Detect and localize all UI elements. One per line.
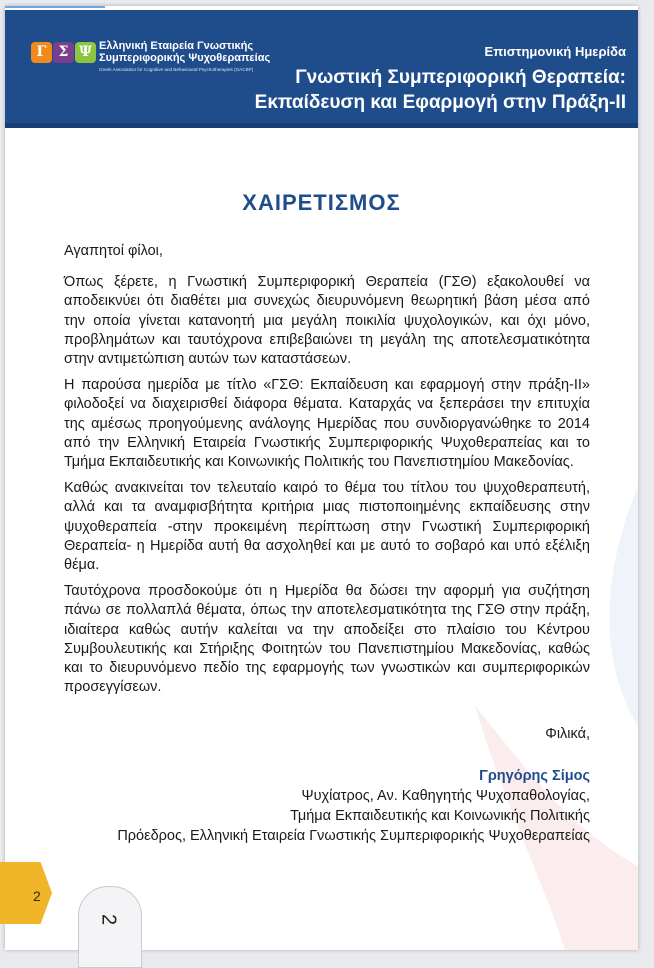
event-type: Επιστημονική Ημερίδα: [484, 44, 626, 59]
decor-swoosh-blue: [609, 486, 638, 726]
letter-title: ΧΑΙΡΕΤΙΣΜΟΣ: [242, 190, 401, 215]
event-title: [206, 65, 626, 115]
logo-psi: Ψ: [75, 42, 96, 63]
letter-body: [64, 242, 590, 704]
org-name-english: Greek Association for Cognitive and Behavioural Psychotherapies (GACBP): [99, 67, 254, 72]
corner-page-number: 2: [97, 913, 120, 926]
logo-gamma: Γ: [31, 42, 52, 63]
signature-title-2: Τμήμα Εκπαιδευτικής και Κοινωνικής Πολιτικής: [290, 808, 590, 824]
signature-name: Γρηγόρης Σίμος: [479, 768, 590, 784]
org-name: [99, 40, 270, 64]
document-page: [5, 6, 638, 950]
letter-paragraph-2: Η παρούσα ημερίδα με τίτλο «ΓΣΘ: Εκπαίδευση και εφαρμογή στην πράξη-ΙΙ» φιλοδοξεί να διαχειρισθεί διάφορα θέματα. Καταρχάς να ξεπεράσει την επιτυχία της αμέσως προηγούμενης ανάλογης Ημερίδας που συνδιοργανώθηκε το 2014 από την Ελληνική Εταιρεία Γνωστικής Συμπεριφορικής Ψυχοθεραπείας και το Τμήμα Εκπαιδευτικής και Κοινωνικής Πολιτικής του Πανεπιστημίου Μακεδονίας.: [64, 377, 590, 471]
signature-title-1: Ψυχίατρος, Αν. Καθηγητής Ψυχοπαθολογίας,: [301, 788, 590, 804]
page-tab-number: 2: [33, 888, 41, 904]
letter-paragraph-3: Καθώς ανακινείται τον τελευταίο καιρό το θέμα του τίτλου του ψυχοθεραπευτή, αλλά και τα αναμφισβήτητα κριτήρια μιας πιστοποιημένης εκπαίδευσης στην ψυχοθεραπεία -στην προκειμένη περίπτωση στην Γνωστική Συμπεριφορική Θεραπεία- η Ημερίδα αυτή θα ασχοληθεί και με αυτό το σοβαρό και υπό εξέλιξη θέμα.: [64, 480, 590, 574]
org-name-line2: Συμπεριφορικής Ψυχοθεραπείας: [99, 52, 271, 64]
signature-title-3: Πρόεδρος, Ελληνική Εταιρεία Γνωστικής Συμπεριφορικής Ψυχοθεραπείας: [117, 828, 590, 844]
logo-sigma: Σ: [53, 42, 74, 63]
event-title-line1: Γνωστική Συμπεριφορική Θεραπεία:: [295, 67, 626, 88]
org-name-line1: Ελληνική Εταιρεία Γνωστικής: [99, 40, 254, 52]
header-banner: [5, 10, 638, 128]
letter-closing: Φιλικά,: [545, 726, 590, 742]
letter-paragraph-1: Όπως ξέρετε, η Γνωστική Συμπεριφορική Θεραπεία (ΓΣΘ) εξακολουθεί να αποδεικνύει ότι διαθέτει μια συνεχώς διευρυνόμενη θεωρητική βάση μέσα από την οποία γίνεται κατανοητή μια μεγάλη ποικιλία ψυχολογικών, και όχι μόνο, προβλημάτων και ταυτόχρονα επιβεβαιώνει τη μεγάλη της αποτελεσματικότητα στην αντιμετώπιση αυτών των καταστάσεων.: [64, 274, 590, 368]
event-title-line2: Εκπαίδευση και Εφαρμογή στην Πράξη-ΙΙ: [254, 92, 626, 113]
letter-paragraph-4: Ταυτόχρονα προσδοκούμε ότι η Ημερίδα θα δώσει την αφορμή για συζήτηση πάνω σε πολλαπλά θέματα, όπως την αποτελεσματικότητα της ΓΣΘ στην πράξη, ιδιαίτερα καθώς αυτήν καλείται να την αποδείξει στο πλαίσιο του Κέντρου Συμβουλευτικής και Στήριξης Φοιτητών του Πανεπιστημίου Μακεδονίας, καθώς και το διευρυνόμενο πεδίο της εφαρμογής των γνωστικών και συμπεριφορικών προσεγγίσεων.: [64, 583, 590, 696]
header-bottom-band: [5, 123, 638, 128]
letter-greeting: Αγαπητοί φίλοι,: [64, 243, 163, 259]
